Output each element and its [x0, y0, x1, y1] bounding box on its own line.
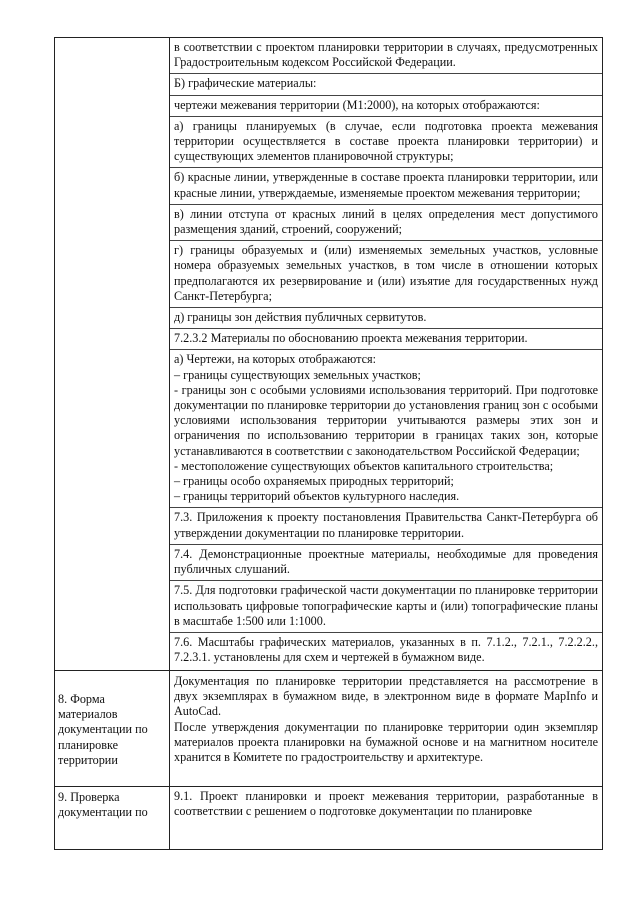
paragraph: в) линии отступа от красных линий в целях определения мест допустимого размещения зданий, строений, сооружений;: [174, 206, 598, 237]
specification-table: [54, 37, 603, 850]
section8-label-cell: [55, 671, 170, 787]
paragraph: Б) графические материалы:: [174, 76, 317, 91]
right-cell-materials: [170, 38, 603, 671]
table-row: [55, 787, 603, 850]
section9-label: 9. Проверка документации по: [58, 790, 148, 820]
paragraph: г) границы образуемых и (или) изменяемых земельных участков, условные номера образуемых земельных участков, в том числе в отношении которых предполагаются их резервирование и (или) изъятие для государственных нужд Санкт-Петербурга;: [174, 243, 598, 303]
section9-label-cell: [55, 787, 170, 850]
table-row: [55, 671, 603, 787]
table-row: [55, 38, 603, 671]
section8-text: Документация по планировке территории представляется на рассмотрение в двух экземплярах в бумажном виде, в электронном виде в формате MapInfo и AutoCad. После утверждения документации по планировке территории один экземпляр материалов проекта планировки на бумажной основе и на магнитном носителе хранится в Комитете по градостроительству и архитектуре.: [174, 674, 598, 765]
paragraph-multiline: а) Чертежи, на которых отображаются: – границы существующих земельных участков; - границы зон с особыми условиями использования территорий. При подготовке документации по планировке территории до установления границ зон с особыми условиями использования территории учитываются размеры этих зон и ограничения по использованию территории в границах таких зон, которые устанавливаются в соответствии с законодательством Российской Федерации; - местоположение существующих объектов капитального строительства; – границы особо охраняемых природных территорий; – границы территорий объектов культурного наследия.: [174, 352, 598, 504]
section9-text: 9.1. Проект планировки и проект межевания территории, разработанные в соответствии с решением о подготовке документации по планировке: [174, 789, 598, 819]
paragraph: д) границы зон действия публичных сервитутов.: [174, 310, 427, 325]
paragraph: 7.4. Демонстрационные проектные материалы, необходимые для проведения публичных слушаний.: [174, 546, 598, 577]
paragraph: б) красные линии, утвержденные в составе проекта планировки территории, или красные линии, утверждаемые, изменяемые проектом межевания территории;: [174, 170, 598, 200]
paragraph: в соответствии с проектом планировки территории в случаях, предусмотренных Градостроительным кодексом Российской Федерации.: [174, 40, 598, 70]
left-cell-empty: [55, 38, 170, 671]
paragraph: чертежи межевания территории (М1:2000), на которых отображаются:: [174, 97, 540, 112]
paragraph: 7.2.3.2 Материалы по обоснованию проекта межевания территории.: [174, 331, 528, 346]
paragraph: 7.6. Масштабы графических материалов, указанных в п. 7.1.2., 7.2.1., 7.2.2.2., 7.2.3.1. установлены для схем и чертежей в бумажном виде.: [174, 634, 598, 665]
section8-label: 8. Форма материалов документации по планировке территории: [58, 691, 148, 767]
section8-text-cell: [170, 671, 603, 787]
section9-text-cell: [170, 787, 603, 850]
paragraph: 7.5. Для подготовки графической части документации по планировке территории использовать цифровые топографические карты и (или) топографические планы в масштабе 1:500 или 1:1000.: [174, 583, 598, 628]
paragraph: а) границы планируемых (в случае, если подготовка проекта межевания территории осуществляется в составе проекта планировки территории) и существующих элементов планировочной структуры;: [174, 118, 598, 164]
paragraph: 7.3. Приложения к проекту постановления Правительства Санкт-Петербурга об утверждении документации по планировке территории.: [174, 510, 598, 540]
